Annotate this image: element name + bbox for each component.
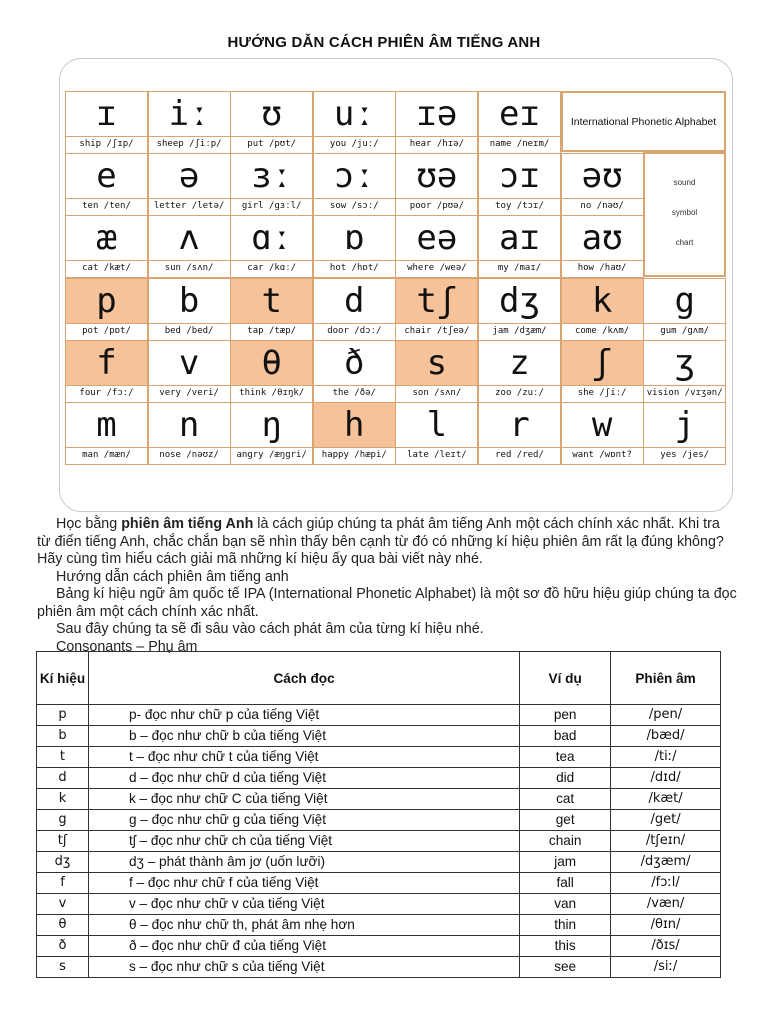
table-row xyxy=(37,831,721,852)
ipa-symbol: θ xyxy=(261,342,282,383)
table-row xyxy=(37,873,721,894)
cell-example: chain xyxy=(520,831,611,852)
ipa-cell xyxy=(478,215,561,278)
ipa-cell xyxy=(148,215,231,278)
ipa-example: toy /tɔɪ/ xyxy=(479,198,560,215)
ipa-cell xyxy=(230,91,313,154)
ipa-symbol: l xyxy=(426,404,448,445)
cell-transcription: /fɔːl/ xyxy=(611,873,721,894)
table-row xyxy=(37,936,721,957)
cell-transcription: /dʒæm/ xyxy=(611,852,721,873)
legend-item-symbol: symbol xyxy=(671,208,698,217)
cell-how-to-read: dʒ – phát thành âm jơ (uốn lưỡi) xyxy=(88,852,519,873)
cell-transcription: /get/ xyxy=(611,810,721,831)
ipa-symbol: ɪə xyxy=(416,93,458,134)
cell-example: this xyxy=(520,936,611,957)
ipa-cell xyxy=(65,402,148,465)
ipa-example: sun /sʌn/ xyxy=(149,260,230,277)
ipa-symbol: æ xyxy=(96,217,117,258)
intro-keyword: phiên âm tiếng Anh xyxy=(121,516,254,532)
intro-paragraph-1 xyxy=(37,516,737,569)
cell-how-to-read: g – đọc như chữ g của tiếng Việt xyxy=(88,810,519,831)
ipa-cell xyxy=(395,402,478,465)
header-transcription: Phiên âm xyxy=(611,652,721,705)
ipa-symbol: h xyxy=(344,404,365,445)
ipa-symbol: aɪ xyxy=(499,217,540,258)
table-row xyxy=(37,894,721,915)
intro-p1-text: Học bằng xyxy=(56,516,122,532)
cell-how-to-read: θ – đọc như chữ th, phát âm nhẹ hơn xyxy=(88,915,519,936)
ipa-example: zoo /zuː/ xyxy=(479,385,560,402)
cell-how-to-read: b – đọc như chữ b của tiếng Việt xyxy=(88,726,519,747)
cell-symbol: k xyxy=(37,789,89,810)
ipa-cell xyxy=(148,402,231,465)
ipa-symbol: g xyxy=(674,280,695,321)
cell-symbol: v xyxy=(37,894,89,915)
cell-symbol: f xyxy=(37,873,89,894)
ipa-cell xyxy=(230,215,313,278)
table-row xyxy=(37,768,721,789)
ipa-example: sow /sɔː/ xyxy=(314,198,395,215)
ipa-example: come /kʌm/ xyxy=(562,323,643,340)
cell-transcription: /ðɪs/ xyxy=(611,936,721,957)
cell-example: see xyxy=(520,957,611,978)
intro-paragraph-2: Hướng dẫn cách phiên âm tiếng anh xyxy=(56,568,289,585)
cell-transcription: /tʃeɪn/ xyxy=(611,831,721,852)
table-row xyxy=(37,705,721,726)
ipa-cell xyxy=(65,91,148,154)
cell-symbol: p xyxy=(37,705,89,726)
cell-example: pen xyxy=(520,705,611,726)
ipa-symbol: z xyxy=(509,342,530,383)
cell-example: jam xyxy=(520,852,611,873)
cell-how-to-read: s – đọc như chữ s của tiếng Việt xyxy=(88,957,519,978)
ipa-chart xyxy=(65,91,726,473)
ipa-example: chair /tʃeə/ xyxy=(396,323,477,340)
ipa-cell xyxy=(395,91,478,154)
cell-how-to-read: d – đọc như chữ d của tiếng Việt xyxy=(88,768,519,789)
cell-example: did xyxy=(520,768,611,789)
chart-legend-key xyxy=(643,152,726,277)
ipa-example: door /dɔː/ xyxy=(314,323,395,340)
ipa-cell xyxy=(313,91,396,154)
ipa-cell xyxy=(313,153,396,216)
ipa-example: name /neɪm/ xyxy=(479,136,560,153)
legend-item-chart: chart xyxy=(675,238,694,247)
ipa-example: late /leɪt/ xyxy=(396,447,477,464)
ipa-example: put /pʊt/ xyxy=(231,136,312,153)
cell-how-to-read: k – đọc như chữ C của tiếng Việt xyxy=(88,789,519,810)
ipa-cell xyxy=(230,402,313,465)
ipa-symbol: f xyxy=(96,342,117,383)
cell-transcription: /bæd/ xyxy=(611,726,721,747)
cell-symbol: s xyxy=(37,957,89,978)
cell-how-to-read: t – đọc như chữ t của tiếng Việt xyxy=(88,747,519,768)
cell-transcription: /θɪn/ xyxy=(611,915,721,936)
ipa-symbol: s xyxy=(426,342,448,383)
ipa-example: the /ðə/ xyxy=(314,385,395,402)
cell-how-to-read: tʃ – đọc như chữ ch của tiếng Việt xyxy=(88,831,519,852)
cell-how-to-read: p- đọc như chữ p của tiếng Việt xyxy=(88,705,519,726)
table-row xyxy=(37,915,721,936)
ipa-example: cat /kæt/ xyxy=(66,260,147,277)
ipa-example: bed /bed/ xyxy=(149,323,230,340)
ipa-symbol: ʒ xyxy=(674,342,695,383)
intro-p1-text-rest: là cách giúp chúng ta phát âm tiếng Anh một cách chính xác nhất. Khi tra từ điển tiếng Anh, chắc chắn bạn sẽ nhìn thấy bên cạnh từ đó có những kí hiệu phiên âm rất lạ đúng không? Hãy cùng tìm hiểu cách giải mã những kí hiệu ấy qua bài viết này nhé. xyxy=(37,516,724,567)
ipa-example: yes /jes/ xyxy=(644,447,725,464)
ipa-example: you /juː/ xyxy=(314,136,395,153)
ipa-example: very /veri/ xyxy=(149,385,230,402)
ipa-symbol: eɪ xyxy=(499,93,540,134)
ipa-symbol: ɒ xyxy=(344,217,365,258)
page-title: HƯỚNG DẪN CÁCH PHIÊN ÂM TIẾNG ANH xyxy=(227,34,541,51)
cell-transcription: /væn/ xyxy=(611,894,721,915)
cell-symbol: tʃ xyxy=(37,831,89,852)
ipa-cell xyxy=(478,278,561,341)
ipa-symbol: d xyxy=(344,280,365,321)
ipa-cell xyxy=(561,153,644,216)
ipa-symbol: tʃ xyxy=(416,280,458,321)
ipa-cell xyxy=(478,91,561,154)
ipa-example: man /mæn/ xyxy=(66,447,147,464)
ipa-example: letter /letə/ xyxy=(149,198,230,215)
cell-transcription: /pen/ xyxy=(611,705,721,726)
ipa-symbol: p xyxy=(96,280,117,321)
cell-example: get xyxy=(520,810,611,831)
ipa-symbol: ɪ xyxy=(96,93,117,134)
ipa-symbol: ɔɪ xyxy=(499,155,540,196)
consonant-table-body xyxy=(37,705,721,978)
ipa-symbol: ə xyxy=(178,155,200,196)
cell-symbol: t xyxy=(37,747,89,768)
consonant-table xyxy=(36,651,721,978)
cell-example: thin xyxy=(520,915,611,936)
ipa-cell xyxy=(313,278,396,341)
ipa-example: nose /nəʊz/ xyxy=(149,447,230,464)
ipa-symbol: eə xyxy=(416,217,458,258)
ipa-cell xyxy=(148,153,231,216)
ipa-example: she /ʃiː/ xyxy=(562,385,643,402)
table-row xyxy=(37,810,721,831)
ipa-example: vision /vɪʒən/ xyxy=(644,385,725,402)
ipa-cell xyxy=(230,153,313,216)
ipa-cell xyxy=(643,278,726,341)
ipa-cell xyxy=(313,215,396,278)
ipa-cell xyxy=(65,153,148,216)
ipa-symbol: ʃ xyxy=(591,342,613,383)
cell-how-to-read: f – đọc như chữ f của tiếng Việt xyxy=(88,873,519,894)
cell-symbol: θ xyxy=(37,915,89,936)
ipa-example: happy /hæpi/ xyxy=(314,447,395,464)
ipa-example: girl /gɜːl/ xyxy=(231,198,312,215)
ipa-cell xyxy=(478,340,561,403)
ipa-cell xyxy=(148,278,231,341)
table-row xyxy=(37,957,721,978)
table-row xyxy=(37,747,721,768)
ipa-cell xyxy=(148,340,231,403)
ipa-cell xyxy=(395,278,478,341)
ipa-symbol: ɔː xyxy=(333,155,375,196)
cell-transcription: /kæt/ xyxy=(611,789,721,810)
cell-example: bad xyxy=(520,726,611,747)
cell-example: tea xyxy=(520,747,611,768)
ipa-cell xyxy=(148,91,231,154)
table-row xyxy=(37,726,721,747)
ipa-cell xyxy=(313,402,396,465)
ipa-example: how /haʊ/ xyxy=(562,260,643,277)
ipa-example: jam /dʒæm/ xyxy=(479,323,560,340)
cell-symbol: g xyxy=(37,810,89,831)
intro-paragraph-4: Sau đây chúng ta sẽ đi sâu vào cách phát âm của từng kí hiệu nhé. xyxy=(56,621,484,637)
intro-text xyxy=(37,516,737,656)
header-example: Ví dụ xyxy=(520,652,611,705)
ipa-example: hear /hɪə/ xyxy=(396,136,477,153)
ipa-example: ten /ten/ xyxy=(66,198,147,215)
ipa-symbol: ŋ xyxy=(261,404,282,445)
ipa-example: gum /gʌm/ xyxy=(644,323,725,340)
ipa-symbol: ʊə xyxy=(416,155,458,196)
ipa-cell xyxy=(65,340,148,403)
ipa-cell xyxy=(65,215,148,278)
ipa-symbol: əʊ xyxy=(581,155,623,196)
cell-transcription: /dɪd/ xyxy=(611,768,721,789)
ipa-cell xyxy=(230,278,313,341)
ipa-cell xyxy=(230,340,313,403)
ipa-cell xyxy=(395,340,478,403)
ipa-cell xyxy=(643,340,726,403)
chart-legend-title: International Phonetic Alphabet xyxy=(561,91,726,152)
ipa-example: red /red/ xyxy=(479,447,560,464)
ipa-example: pot /pɒt/ xyxy=(66,323,147,340)
ipa-example: poor /pʊə/ xyxy=(396,198,477,215)
cell-symbol: ð xyxy=(37,936,89,957)
cell-how-to-read: ð – đọc như chữ đ của tiếng Việt xyxy=(88,936,519,957)
ipa-cell xyxy=(561,402,644,465)
ipa-symbol: r xyxy=(509,404,530,445)
ipa-cell xyxy=(478,153,561,216)
cell-example: van xyxy=(520,894,611,915)
ipa-symbol: k xyxy=(591,280,613,321)
cell-example: cat xyxy=(520,789,611,810)
cell-symbol: d xyxy=(37,768,89,789)
cell-how-to-read: v – đọc như chữ v của tiếng Việt xyxy=(88,894,519,915)
cell-transcription: /tiː/ xyxy=(611,747,721,768)
ipa-cell xyxy=(395,215,478,278)
ipa-example: think /θɪŋk/ xyxy=(231,385,312,402)
ipa-symbol: ɑː xyxy=(251,217,293,258)
cell-example: fall xyxy=(520,873,611,894)
ipa-symbol: n xyxy=(178,404,200,445)
ipa-symbol: ɜː xyxy=(251,155,293,196)
ipa-symbol: t xyxy=(261,280,282,321)
ipa-cell xyxy=(313,340,396,403)
ipa-cell xyxy=(478,402,561,465)
ipa-example: sheep /ʃiːp/ xyxy=(149,136,230,153)
header-how-to-read: Cách đọc xyxy=(88,652,519,705)
intro-paragraph-3: Bảng kí hiệu ngữ âm quốc tế IPA (International Phonetic Alphabet) là một sơ đồ hữu hiệu giúp chúng ta đọc phiên âm một cách chính xác nhất. xyxy=(37,586,737,620)
ipa-example: ship /ʃɪp/ xyxy=(66,136,147,153)
ipa-cell xyxy=(561,340,644,403)
legend-item-sound: sound xyxy=(673,178,696,187)
header-symbol: Kí hiệu xyxy=(37,652,89,705)
ipa-symbol: dʒ xyxy=(499,280,540,321)
table-header-row xyxy=(37,652,721,705)
ipa-symbol: iː xyxy=(168,93,210,134)
cell-transcription: /siː/ xyxy=(611,957,721,978)
table-row xyxy=(37,789,721,810)
ipa-cell xyxy=(395,153,478,216)
ipa-symbol: w xyxy=(591,404,613,445)
ipa-symbol: m xyxy=(96,404,117,445)
table-row xyxy=(37,852,721,873)
section-heading-consonants: Consonants – Phụ âm xyxy=(56,638,198,655)
ipa-cell xyxy=(561,278,644,341)
ipa-symbol: ð xyxy=(344,342,365,383)
ipa-cell xyxy=(561,215,644,278)
ipa-symbol: ʊ xyxy=(261,93,282,134)
ipa-symbol: v xyxy=(178,342,200,383)
ipa-example: tap /tæp/ xyxy=(231,323,312,340)
ipa-example: angry /æŋgri/ xyxy=(231,447,312,464)
ipa-example: no /nəʊ/ xyxy=(562,198,643,215)
ipa-example: car /kɑː/ xyxy=(231,260,312,277)
ipa-example: four /fɔː/ xyxy=(66,385,147,402)
ipa-example: hot /hɒt/ xyxy=(314,260,395,277)
ipa-symbol: e xyxy=(96,155,117,196)
ipa-symbol: j xyxy=(674,404,695,445)
ipa-cell xyxy=(643,402,726,465)
cell-symbol: b xyxy=(37,726,89,747)
ipa-example: want /wɒnt? xyxy=(562,447,643,464)
ipa-symbol: uː xyxy=(333,93,375,134)
cell-symbol: dʒ xyxy=(37,852,89,873)
ipa-example: where /weə/ xyxy=(396,260,477,277)
ipa-symbol: ʌ xyxy=(178,217,200,258)
ipa-cell xyxy=(65,278,148,341)
ipa-symbol: b xyxy=(178,280,200,321)
ipa-symbol: aʊ xyxy=(581,217,623,258)
ipa-example: my /maɪ/ xyxy=(479,260,560,277)
ipa-example: son /sʌn/ xyxy=(396,385,477,402)
